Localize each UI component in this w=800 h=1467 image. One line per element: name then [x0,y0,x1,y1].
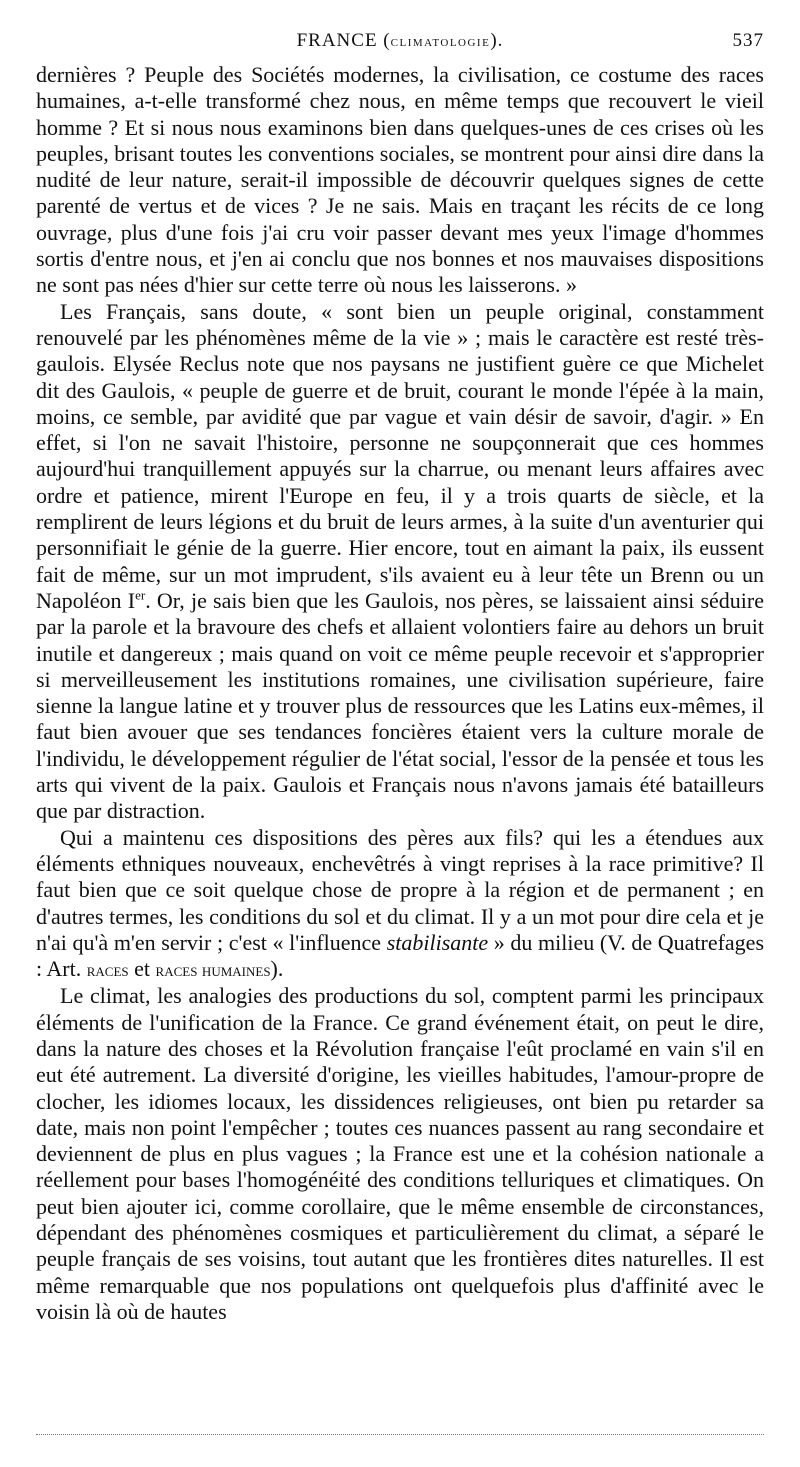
paragraph-2-part-a: Les Français, sans doute, « sont bien un peuple original, constamment renouvelé par les phénomènes même de la vie » ; mais le caractère est resté très-gaulois. Elysée Reclus note que nos paysans ne justifient guère ce que Michelet dit des Gaulois, « peuple de guerre et de bruit, courant le monde l'épée à la main, moins, ce semble, par avidité que par vague et vain désir de savoir, d'agir. » En effet, si l'on ne savait l'histoire, personne ne soupçonnerait que ces hommes aujourd'hui tranquillement appuyés sur la charrue, ou menant leurs affaires avec ordre et patience, mirent l'Europe en feu, il y a trois quarts de siècle, et la remplirent de leurs légions et du bruit de leurs armes, à la suite d'un aventurier qui personnifiait le génie de la guerre. Hier encore, tout en aimant la paix, ils eussent fait de même, sur un mot imprudent, s'ils avaient eu à leur tête un Brenn ou un Napoléon I [36,298,764,613]
paragraph-4: Le climat, les analogies des productions du sol, comptent parmi les principaux éléments de l'unification de la France. Ce grand événement était, on peut le dire, dans la nature des choses et la Révolution française l'eût proclamé en vain s'il en eut été autrement. La diversité d'origine, les vieilles habitudes, l'amour-propre de clocher, les idiomes locaux, les dissidences religieuses, ont bien pu retarder sa date, mais non point l'empêcher ; toutes ces nuances passent au rang secondaire et deviennent de plus en plus vagues ; la France est une et la cohésion nationale a réellement pour bases l'homogénéité des conditions telluriques et climatiques. On peut bien ajouter ici, comme corollaire, que le même ensemble de circonstances, dépendant des phénomènes cosmiques et particulièrement du climat, a séparé le peuple français de ses voisins, tout autant que les frontières dites naturelles. Il est même remarquable que nos populations ont quelquefois plus d'affinité avec le voisin là où de hautes [36,983,764,1324]
paragraph-3-part-b: » du milieu (V. de Quatrefages : Art. [36,929,764,982]
header-title [36,30,764,52]
header-title-end: ). [490,30,504,51]
header-title-smallcaps: climatologie [390,33,491,50]
body-text [36,62,764,1325]
paragraph-3-part-a: Qui a maintenu ces dispositions des pères aux fils? qui les a étendues aux éléments ethniques nouveaux, enchevêtrés à vingt reprises à la race primitive? Il faut bien que ce soit quelque chose de propre à la région et de permanent ; en d'autres termes, les conditions du sol et du climat. Il y a un mot pour dire cela et je n'ai qu'à m'en servir ; c'est « l'influence [36,824,764,955]
paragraph-3-part-d: ). [270,956,284,982]
running-header [36,28,764,62]
smallcaps-races-humaines: races humaines [155,960,271,981]
superscript-er: er [135,587,146,603]
page-number: 537 [732,30,764,51]
paragraph-2 [36,299,764,825]
paragraph-3 [36,825,764,984]
paragraph-2-part-b: . Or, je sais bien que les Gaulois, nos pères, se laissaient ainsi séduire par la parole et la bravoure des chefs et allaient volontiers faire au dehors un bruit inutile et dangereux ; mais quand on voit ce même peuple recevoir et s'approprier si merveilleusement les institutions romaines, une civilisation supérieure, faire sienne la langue latine et y trouver plus de ressources que les Latins eux-mêmes, il faut bien avouer que ses tendances foncières étaient vers la culture morale de l'individu, le développement régulier de l'état social, l'essor de la pensée et tous les arts qui vivent de la paix. Gaulois et Français nous n'avons jamais été batailleurs que par distraction. [36,587,764,824]
header-title-main: FRANCE ( [296,30,391,51]
document-page [36,28,764,1325]
footer-dotted-rule [36,1434,764,1435]
smallcaps-races: races [86,960,129,981]
italic-term: stabilisante [386,929,489,955]
paragraph-1: dernières ? Peuple des Sociétés modernes, la civilisation, ce costume des races humaines, a-t-elle transformé chez nous, en même temps que recouvert le vieil homme ? Et si nous nous examinons bien dans quelques-unes de ces crises où les peuples, brisant toutes les conventions sociales, se montrent pour ainsi dire dans la nudité de leur nature, serait-il impossible de découvrir quelques signes de cette parenté de vertus et de vices ? Je ne sais. Mais en traçant les récits de ce long ouvrage, plus d'une fois j'ai cru voir passer devant mes yeux l'image d'hommes sortis d'entre nous, et j'en ai conclu que nos bonnes et nos mauvaises dispositions ne sont pas nées d'hier sur cette terre où nous les laisserons. » [36,62,764,298]
paragraph-3-part-c: et [128,956,156,982]
